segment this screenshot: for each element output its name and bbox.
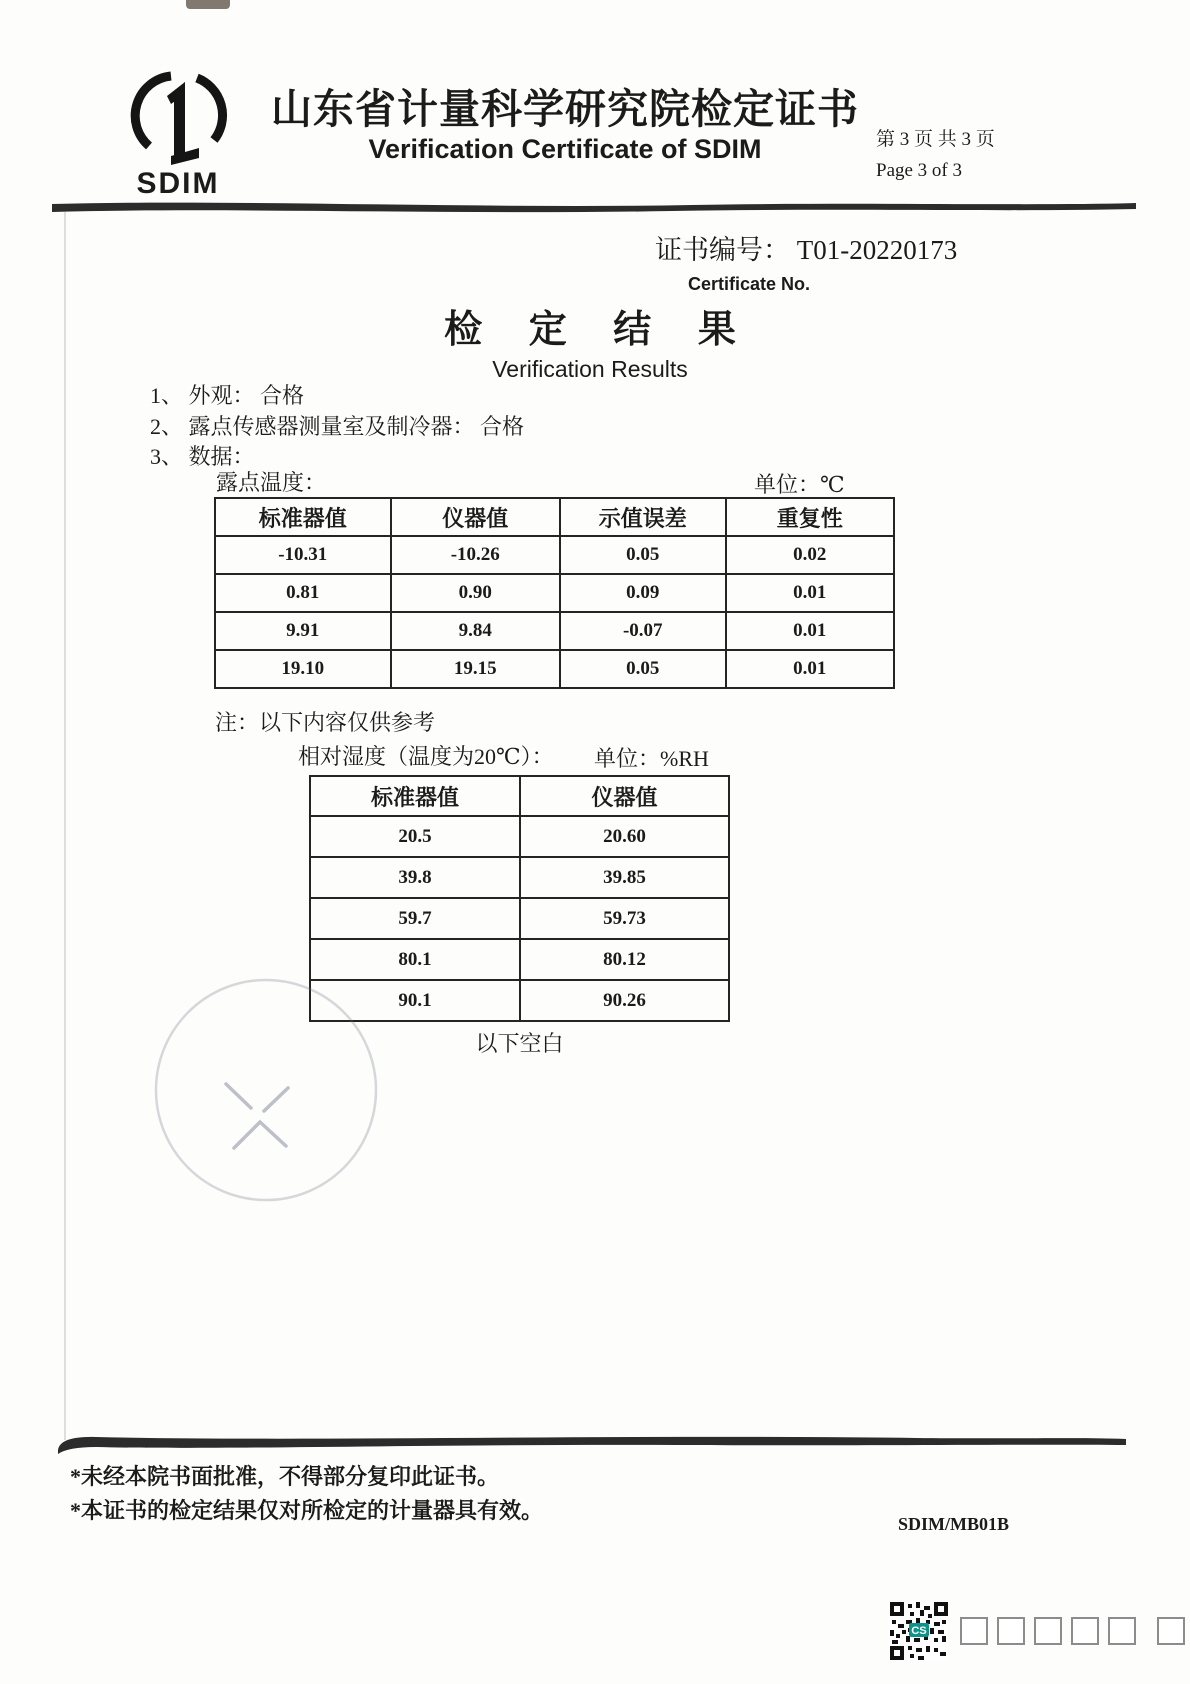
cell: 20.5 xyxy=(310,816,520,857)
certificate-number-label-en: Certificate No. xyxy=(688,274,811,294)
placeholder-box xyxy=(1071,1617,1099,1645)
cell: 80.1 xyxy=(310,939,520,980)
certificate-number-label: 证书编号： xyxy=(655,235,790,265)
certificate-number-value: T01-20220173 xyxy=(796,235,958,265)
results-subtitle: Verification Results xyxy=(492,356,688,382)
cell: 20.60 xyxy=(520,816,729,857)
dewpoint-col-standard: 标准器值 xyxy=(215,498,391,536)
humidity-unit: 单位：%RH xyxy=(594,746,709,771)
table-row xyxy=(215,536,894,574)
cell: 90.1 xyxy=(310,980,520,1021)
table-row xyxy=(310,816,729,857)
humidity-col-instrument: 仪器值 xyxy=(520,776,729,816)
footer-note-copy: *未经本院书面批准，不得部分复印此证书。 xyxy=(70,1464,500,1489)
cell: 0.05 xyxy=(560,536,726,574)
cell: -10.31 xyxy=(215,536,391,574)
cell: 0.01 xyxy=(726,650,894,688)
reference-note: 注：以下内容仅供参考 xyxy=(215,710,436,735)
blank-below-marker: 以下空白 xyxy=(475,1031,564,1056)
result-items xyxy=(150,381,524,473)
cell: 90.26 xyxy=(520,980,729,1021)
qr-code-icon xyxy=(890,1602,948,1660)
sdim-logo xyxy=(103,70,253,201)
table-row xyxy=(310,898,729,939)
cell: 0.81 xyxy=(215,574,391,612)
table-row xyxy=(215,650,894,688)
title-english: Verification Certificate of SDIM xyxy=(368,134,762,164)
cell: 0.90 xyxy=(391,574,561,612)
cell: 80.12 xyxy=(520,939,729,980)
table-row xyxy=(215,612,894,650)
cell: 0.02 xyxy=(726,536,894,574)
dewpoint-header-row xyxy=(215,498,894,536)
cell: -0.07 xyxy=(560,612,726,650)
placeholder-box xyxy=(1108,1617,1136,1645)
page-info-english: Page 3 of 3 xyxy=(876,160,963,182)
humidity-col-standard: 标准器值 xyxy=(310,776,520,816)
svg-text:CS: CS xyxy=(911,1625,927,1637)
dewpoint-caption: 露点温度： xyxy=(216,470,327,495)
cell: 39.85 xyxy=(520,857,729,898)
dewpoint-col-error: 示值误差 xyxy=(560,498,726,536)
stamp-watermark xyxy=(148,972,384,1208)
cell: 19.15 xyxy=(391,650,561,688)
cell: 0.05 xyxy=(560,650,726,688)
table-row xyxy=(310,857,729,898)
humidity-caption: 相对湿度（温度为20℃）： xyxy=(298,744,554,769)
results-title: 检 定 结 果 xyxy=(444,309,754,351)
dewpoint-unit: 单位：℃ xyxy=(754,472,845,497)
page-left-edge xyxy=(64,212,66,1440)
placeholder-box xyxy=(997,1617,1025,1645)
watermark-placeholder-boxes xyxy=(960,1617,1190,1645)
cell: 9.91 xyxy=(215,612,391,650)
cell: 0.09 xyxy=(560,574,726,612)
top-divider-line xyxy=(52,199,1136,217)
scan-artifact xyxy=(186,0,230,9)
cell: -10.26 xyxy=(391,536,561,574)
humidity-header-row xyxy=(310,776,729,816)
cell: 19.10 xyxy=(215,650,391,688)
cell: 0.01 xyxy=(726,612,894,650)
bottom-divider-line xyxy=(56,1430,1128,1456)
cell: 59.7 xyxy=(310,898,520,939)
page-info xyxy=(876,124,995,187)
scanner-watermark xyxy=(890,1602,1190,1660)
page-info-chinese: 第 3 页 共 3 页 xyxy=(876,129,995,150)
cell: 0.01 xyxy=(726,574,894,612)
placeholder-box xyxy=(960,1617,988,1645)
placeholder-box xyxy=(1157,1617,1185,1645)
form-code: SDIM/MB01B xyxy=(898,1514,1010,1534)
footer-notes xyxy=(70,1460,543,1528)
dewpoint-table xyxy=(214,497,895,689)
title-chinese: 山东省计量科学研究院检定证书 xyxy=(271,86,859,132)
cell: 39.8 xyxy=(310,857,520,898)
cell: 59.73 xyxy=(520,898,729,939)
certificate-number-line xyxy=(655,228,957,267)
dewpoint-col-instrument: 仪器值 xyxy=(391,498,561,536)
table-row xyxy=(215,574,894,612)
sdim-logo-text: SDIM xyxy=(136,167,220,200)
placeholder-box xyxy=(1034,1617,1062,1645)
sdim-logo-icon xyxy=(119,70,237,170)
result-item-appearance: 1、 外观： 合格 xyxy=(150,383,305,408)
result-item-sensor: 2、 露点传感器测量室及制冷器： 合格 xyxy=(150,413,525,439)
result-item-data: 3、 数据： xyxy=(150,444,255,469)
cell: 9.84 xyxy=(391,612,561,650)
dewpoint-col-repeatability: 重复性 xyxy=(726,498,894,536)
footer-note-validity: *本证书的检定结果仅对所检定的计量器具有效。 xyxy=(70,1498,544,1523)
